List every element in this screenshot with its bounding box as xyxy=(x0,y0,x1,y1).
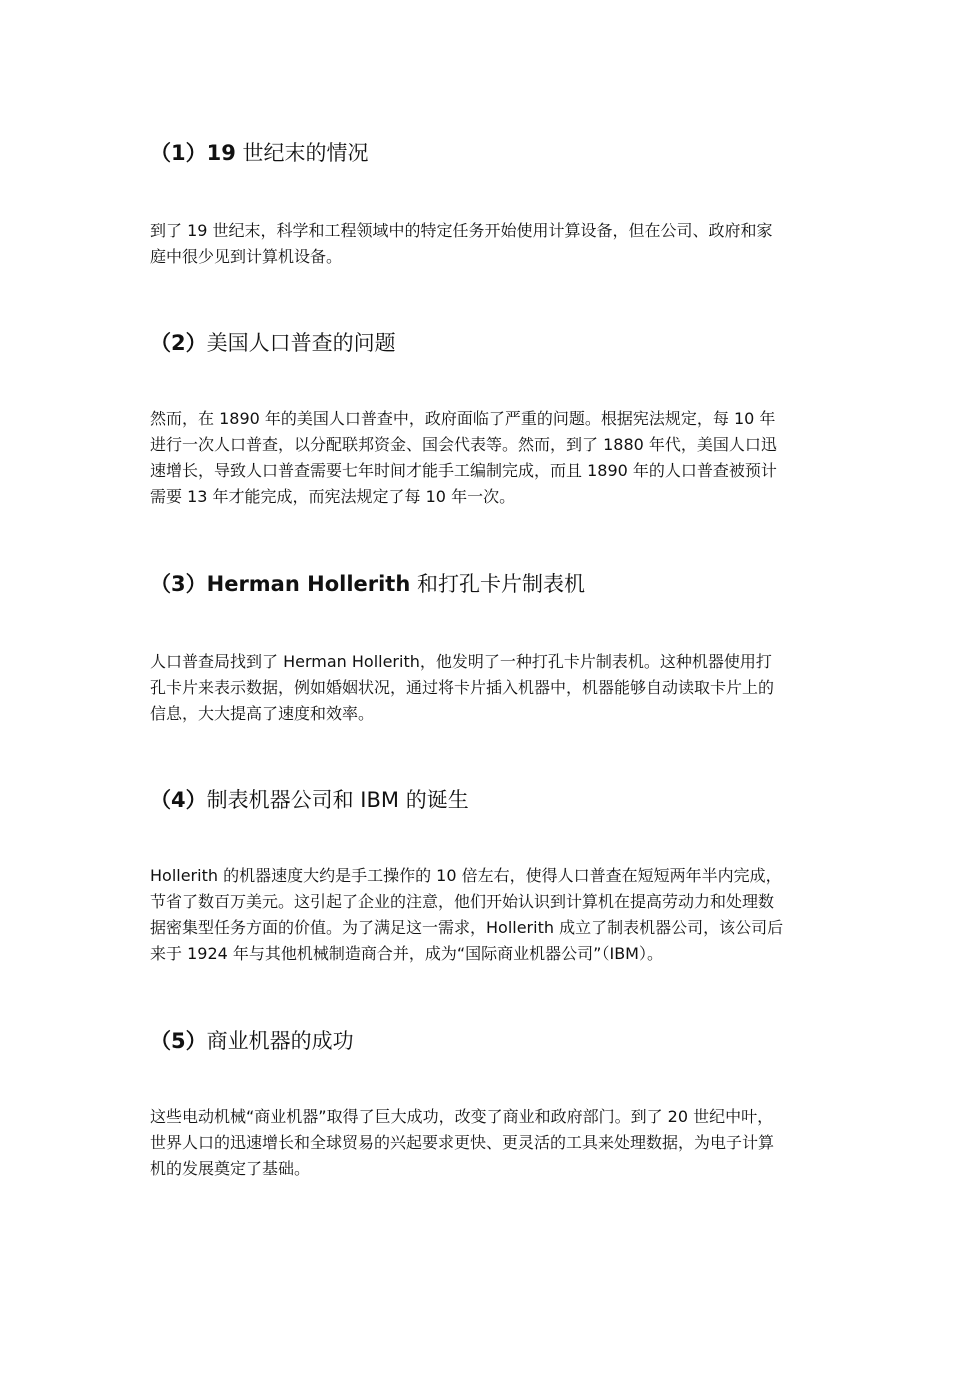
section-3-heading-text: 和打孔卡片制表机 xyxy=(410,572,585,596)
section-1-paragraph xyxy=(150,218,840,270)
section-2-heading xyxy=(150,328,850,358)
paragraph-line: 然而，在 1890 年的美国人口普查中，政府面临了严重的问题。根据宪法规定，每 10 年 xyxy=(150,409,776,428)
section-4-paragraph xyxy=(150,863,840,967)
section-1-heading xyxy=(150,138,850,168)
section-4-heading xyxy=(150,785,850,815)
section-1-heading-text: 世纪末的情况 xyxy=(235,141,369,165)
paragraph-line: 信息，大大提高了速度和效率。 xyxy=(150,704,375,723)
section-2-number: （2） xyxy=(150,331,207,355)
paragraph-line: 进行一次人口普查，以分配联邦资金、国会代表等。然而，到了 1880 年代，美国人口迅 xyxy=(150,435,777,454)
paragraph-line: 庭中很少见到计算机设备。 xyxy=(150,247,343,266)
section-5-number: （5） xyxy=(150,1029,207,1053)
section-3-paragraph xyxy=(150,649,840,727)
section-3-number: （3） xyxy=(150,572,207,596)
section-4-number: （4） xyxy=(150,788,207,812)
paragraph-line: 来于 1924 年与其他机械制造商合并，成为“国际商业机器公司”（IBM）。 xyxy=(150,944,663,963)
paragraph-line: 这些电动机械“商业机器”取得了巨大成功，改变了商业和政府部门。到了 20 世纪中叶， xyxy=(150,1107,774,1126)
paragraph-line: 孔卡片来表示数据，例如婚姻状况，通过将卡片插入机器中，机器能够自动读取卡片上的 xyxy=(150,678,775,697)
paragraph-line: 人口普查局找到了 Herman Hollerith，他发明了一种打孔卡片制表机。这种机器使用打 xyxy=(150,652,772,671)
paragraph-line: 节省了数百万美元。这引起了企业的注意，他们开始认识到计算机在提高劳动力和处理数 xyxy=(150,892,775,911)
paragraph-line: 机的发展奠定了基础。 xyxy=(150,1159,311,1178)
section-3-heading-bold: Herman Hollerith xyxy=(206,572,411,596)
section-2-paragraph xyxy=(150,406,840,510)
paragraph-line: 世界人口的迅速增长和全球贸易的兴起要求更快、更灵活的工具来处理数据，为电子计算 xyxy=(150,1133,775,1152)
section-5-heading-text: 商业机器的成功 xyxy=(206,1029,354,1053)
paragraph-line: 速增长，导致人口普查需要七年时间才能手工编制完成，而且 1890 年的人口普查被预计 xyxy=(150,461,777,480)
paragraph-line: 需要 13 年才能完成，而宪法规定了每 10 年一次。 xyxy=(150,487,516,506)
paragraph-line: Hollerith 的机器速度大约是手工操作的 10 倍左右，使得人口普查在短短两年半内完成， xyxy=(150,866,782,885)
section-3-heading xyxy=(150,569,850,599)
section-1-heading-bold: 19 xyxy=(206,141,236,165)
section-1-number: （1） xyxy=(150,141,207,165)
paragraph-line: 据密集型任务方面的价值。为了满足这一需求，Hollerith 成立了制表机器公司，该公司后 xyxy=(150,918,784,937)
section-5-paragraph xyxy=(150,1104,840,1182)
paragraph-line: 到了 19 世纪末，科学和工程领域中的特定任务开始使用计算设备，但在公司、政府和家 xyxy=(150,221,773,240)
section-5-heading xyxy=(150,1026,850,1056)
section-4-heading-text: 制表机器公司和 IBM 的诞生 xyxy=(206,788,469,812)
section-2-heading-text: 美国人口普查的问题 xyxy=(206,331,396,355)
